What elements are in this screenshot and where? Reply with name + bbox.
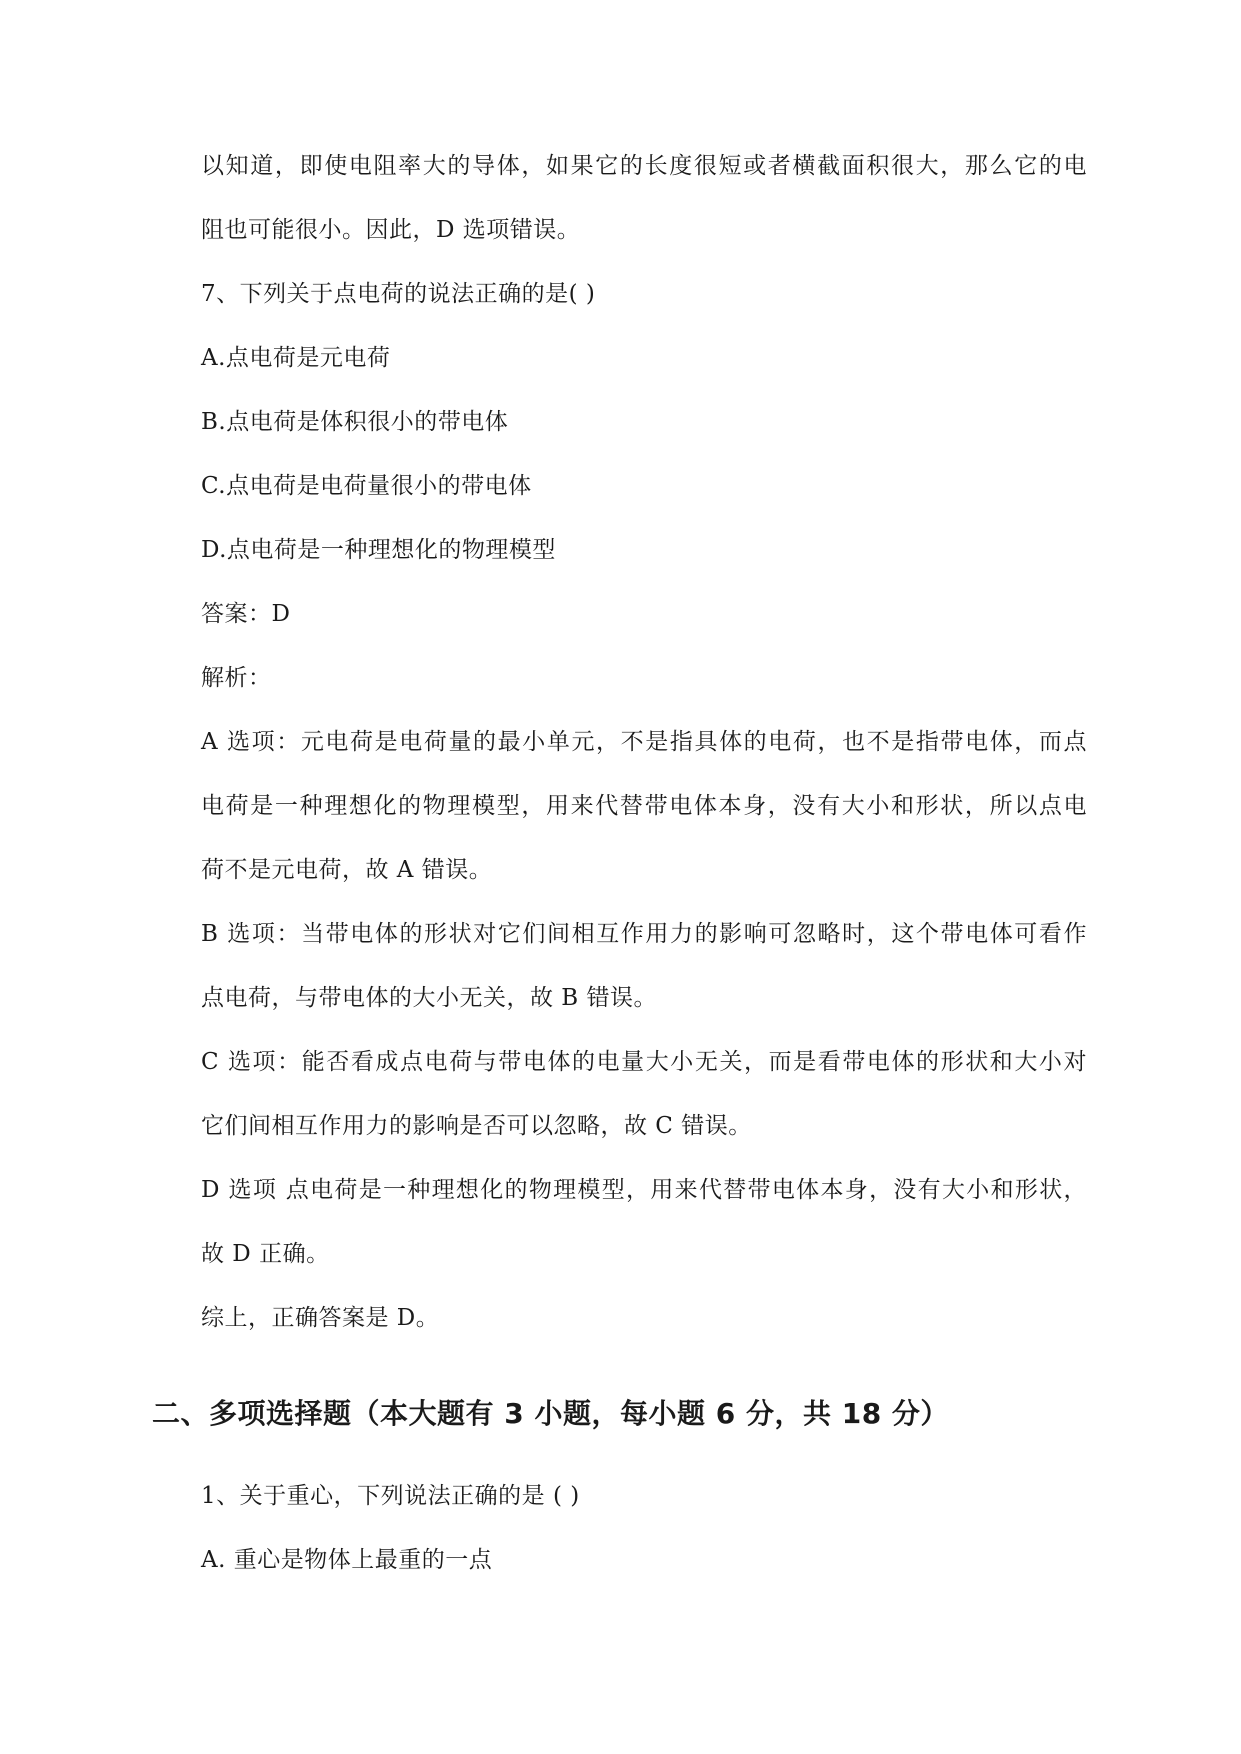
analysis-c-line: 它们间相互作用力的影响是否可以忽略，故 C 错误。 xyxy=(201,1113,752,1139)
analysis-a-line: 荷不是元电荷，故 A 错误。 xyxy=(201,857,493,883)
analysis-d-line: D 选项 点电荷是一种理想化的物理模型，用来代替带电体本身，没有大小和形状， xyxy=(201,1177,1087,1203)
analysis-d-line: 故 D 正确。 xyxy=(201,1241,330,1267)
question-7-option-b: B.点电荷是体积很小的带电体 xyxy=(201,409,509,435)
question-7-option-d: D.点电荷是一种理想化的物理模型 xyxy=(201,537,556,563)
question-7-answer: 答案：D xyxy=(201,601,291,627)
paragraph-line: 以知道，即使电阻率大的导体，如果它的长度很短或者横截面积很大，那么它的电 xyxy=(201,153,1087,179)
analysis-a-line: 电荷是一种理想化的物理模型，用来代替带电体本身，没有大小和形状，所以点电 xyxy=(201,793,1087,819)
paragraph-line: 阻也可能很小。因此，D 选项错误。 xyxy=(201,217,581,243)
question-7-stem: 7、下列关于点电荷的说法正确的是( ) xyxy=(201,281,596,307)
analysis-label: 解析： xyxy=(201,665,272,691)
question-7-option-c: C.点电荷是电荷量很小的带电体 xyxy=(201,473,532,499)
question-7-option-a: A.点电荷是元电荷 xyxy=(201,345,391,371)
analysis-a-line: A 选项：元电荷是电荷量的最小单元，不是指具体的电荷，也不是指带电体，而点 xyxy=(201,729,1087,755)
question-1-option-a: A. 重心是物体上最重的一点 xyxy=(201,1547,493,1573)
analysis-b-line: 点电荷，与带电体的大小无关，故 B 错误。 xyxy=(201,985,658,1011)
analysis-c-line: C 选项：能否看成点电荷与带电体的电量大小无关，而是看带电体的形状和大小对 xyxy=(201,1049,1087,1075)
analysis-b-line: B 选项：当带电体的形状对它们间相互作用力的影响可忽略时，这个带电体可看作 xyxy=(201,921,1087,947)
section-heading: 二、多项选择题（本大题有 3 小题，每小题 6 分，共 18 分） xyxy=(152,1397,949,1430)
question-1-stem: 1、关于重心，下列说法正确的是 ( ) xyxy=(201,1483,580,1509)
summary-line: 综上，正确答案是 D。 xyxy=(201,1305,440,1331)
